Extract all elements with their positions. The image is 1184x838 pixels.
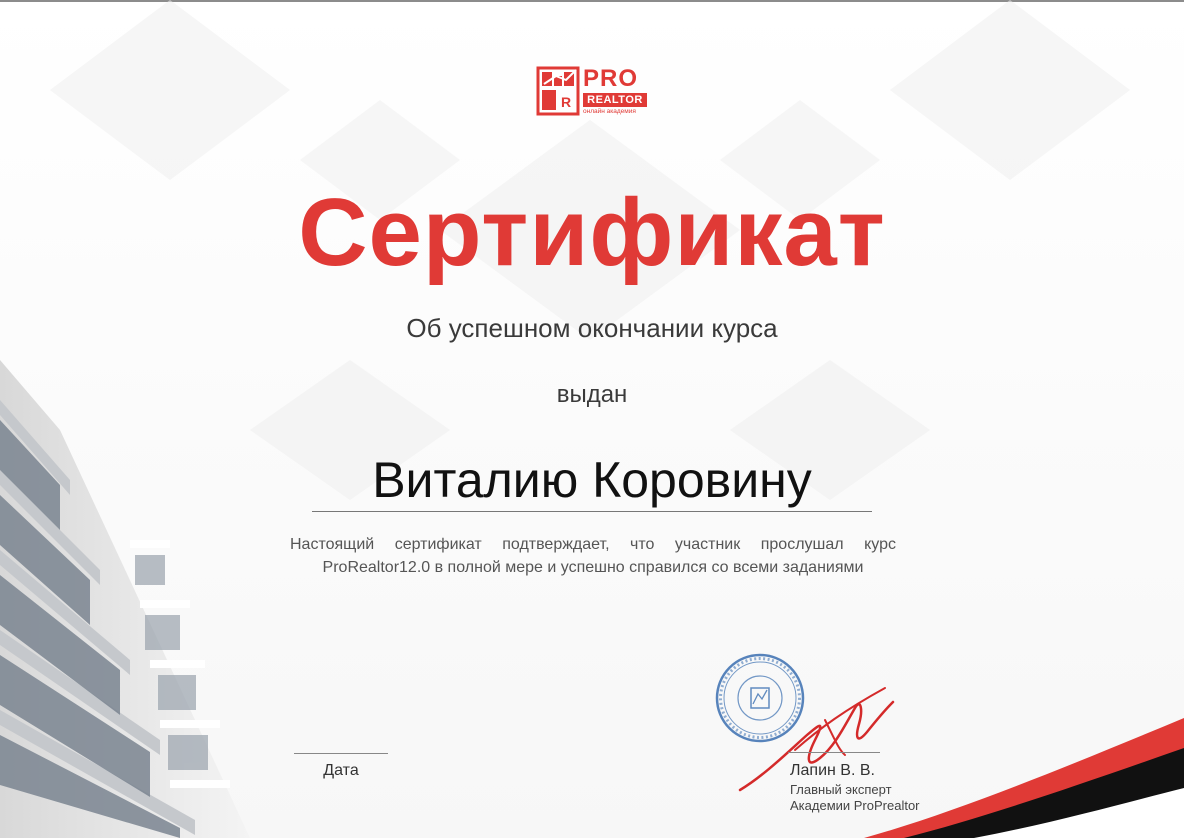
certificate-description [290, 533, 896, 579]
pro-realtor-logo [536, 66, 648, 120]
recipient-underline [312, 511, 872, 512]
svg-text:R: R [560, 94, 572, 110]
description-line-2: ProRealtor12.0 в полной мере и успешно справился со всеми заданиями [322, 559, 864, 576]
logo-realtor-text: REALTOR [583, 93, 647, 107]
signer-role: Главный эксперт [790, 782, 892, 797]
corner-swoosh [864, 718, 1184, 838]
signer-name: Лапин В. В. [790, 762, 875, 779]
certificate-title: Сертификат [298, 179, 886, 286]
logo-mark-icon [536, 66, 580, 118]
description-line-1: Настоящий сертификат подтверждает, что участник прослушал курс [290, 536, 896, 553]
logo-pro-text: PRO [583, 65, 639, 92]
building-photo [0, 360, 250, 838]
signature-line [788, 752, 880, 753]
date-label: Дата [323, 762, 359, 779]
signer-organization: Академии ProPrealtor [790, 798, 920, 813]
logo-subtitle: онлайн академия [583, 108, 636, 115]
recipient-name: Виталию Коровину [372, 452, 812, 508]
certificate-subtitle: Об успешном окончании курса [406, 313, 778, 343]
date-line [294, 753, 388, 754]
issued-label: выдан [556, 381, 628, 408]
